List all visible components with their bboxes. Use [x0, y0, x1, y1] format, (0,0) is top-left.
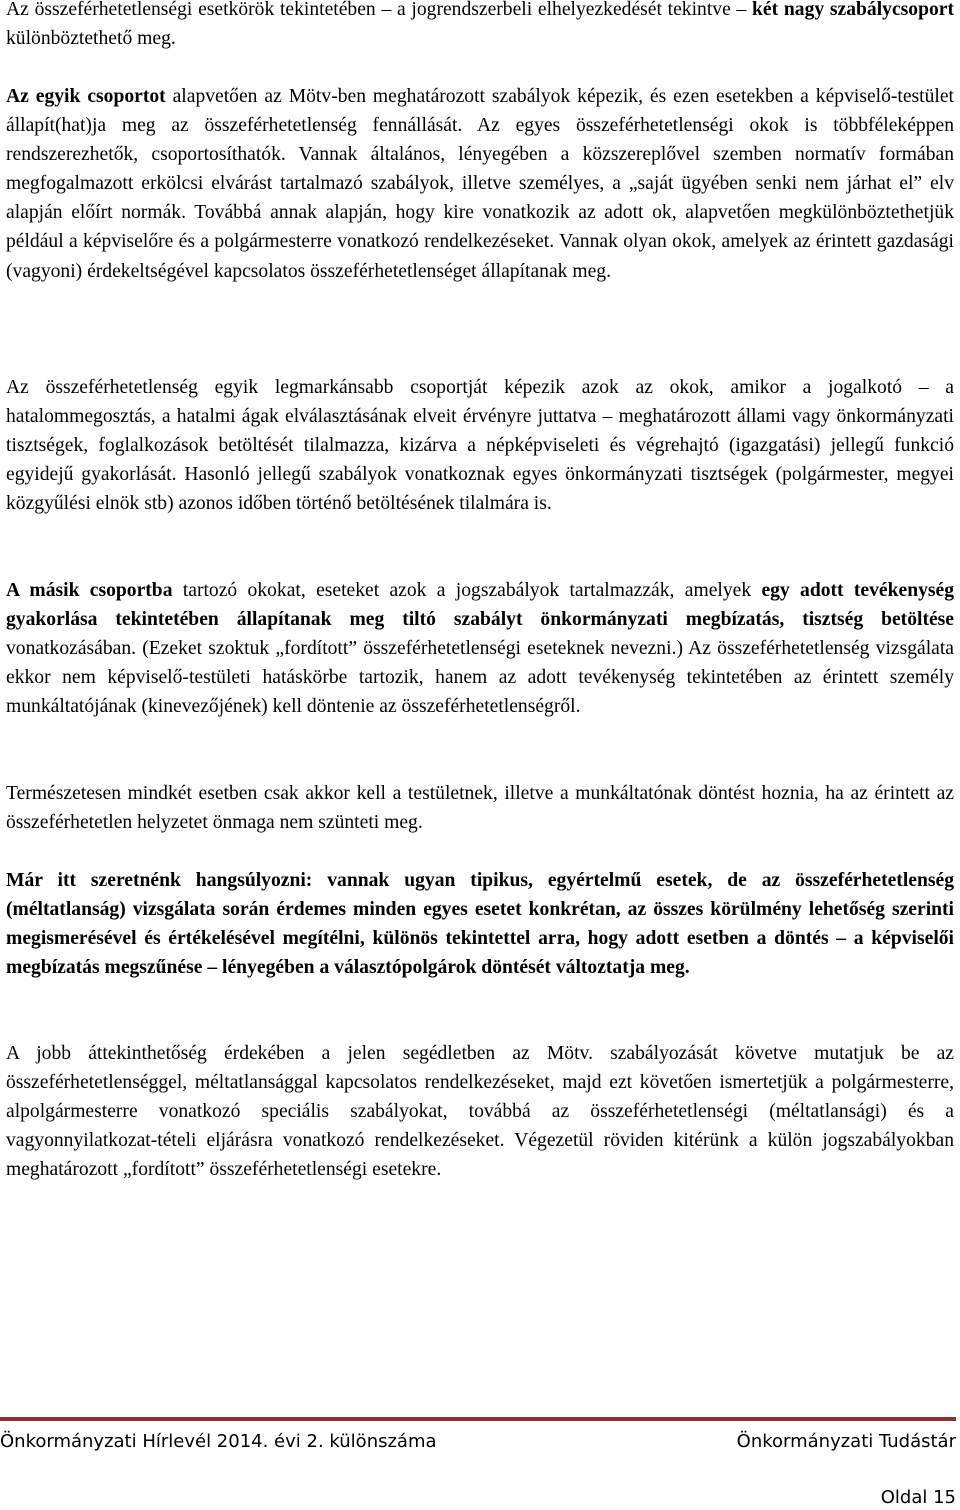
- text-run: különböztethető meg.: [6, 28, 176, 50]
- text-run: Az összeférhetetlenségi esetkörök tekintetében – a jogrendszerbeli elhelyezkedését tekintve –: [6, 0, 753, 20]
- bold-text-run: Már itt szeretnénk hangsúlyozni: vannak ugyan tipikus, egyértelmű esetek, de az összeférhetetlenség (méltatlanság) vizsgálata során érdemes minden egyes esetet konkrétan, az összes körülmény lehetőség szerinti megismerésével és értékelésével megítélni, különös tekintettel arra, hogy adott esetben a döntés – a képviselői megbízatás megszűnése – lényegében a választópolgárok döntését változtatja meg.: [6, 870, 954, 979]
- page-number: Oldal 15: [880, 1487, 956, 1508]
- text-run: vonatkozásában. (Ezeket szoktuk „fordított” összeférhetetlenségi eseteknek nevezni.) Az összeférhetetlenség vizsgálata ekkor nem képviselő-testületi hatáskörbe tartozik, hanem az adott tevékenység tekintetében az érintett személy munkáltatójának (kinevezőjének) kell döntenie az összeférhetetlenségről.: [6, 638, 954, 718]
- footer-divider: [0, 1417, 956, 1421]
- text-run: Az összeférhetetlenség egyik legmarkánsabb csoportját képezik azok az okok, amikor a jogalkotó – a hatalommegosztás, a hatalmi ágak elválasztásának elveit érvényre juttatva – meghatározott állami vagy önkormányzati tisztségek, foglalkozások betöltését tilalmazza, kizárva a népképviseleti és végrehajtó (igazgatási) jellegű funkció egyidejű gyakorlását. Hasonló jellegű szabályok vonatkoznak egyes önkormányzati tisztségek (polgármester, megyei közgyűlési elnök stb) azonos időben történő betöltésének tilalmára is.: [6, 377, 954, 515]
- paragraph-decision-condition: [6, 779, 954, 837]
- bold-text-run: két nagy szabálycsoport: [752, 0, 954, 20]
- text-run: A jobb áttekinthetőség érdekében a jelen segédletben az Mötv. szabályozását követve mutatjuk be az összeférhetetlenséggel, méltatlansággal kapcsolatos rendelkezéseket, majd ezt követően ismertetjük a polgármesterre, alpolgármesterre vonatkozó speciális szabályokat, továbbá az összeférhetetlenségi (méltatlansági) és a vagyonnyilatkozat-tételi eljárásra vonatkozó rendelkezéseket. Végezetül röviden kitérünk a külön jogszabályokban meghatározott „fordított” összeférhetetlenségi esetekre.: [6, 1043, 954, 1181]
- paragraph-second-group: [6, 576, 954, 721]
- footer-publication-title: Önkormányzati Hírlevél 2014. évi 2. különszáma: [0, 1431, 437, 1452]
- bold-text-run: egy adott tevékenység gyakorlása tekintetében állapítanak meg tiltó szabályt önkormányzati megbízatás, tisztség betöltése: [6, 580, 955, 631]
- paragraph-incompatibility-offices: [6, 373, 954, 518]
- text-run: Természetesen mindkét esetben csak akkor kell a testületnek, illetve a munkáltatónak döntést hoznia, ha az érintett az összeférhetetlen helyzetet önmaga nem szünteti meg.: [6, 783, 954, 834]
- bold-text-run: A másik csoportba: [6, 580, 173, 601]
- paragraph-first-group: [6, 82, 954, 286]
- paragraph-emphasis: [6, 866, 954, 982]
- paragraph-intro: [6, 0, 954, 53]
- footer-section-title: Önkormányzati Tudástár: [736, 1431, 956, 1452]
- paragraph-overview: [6, 1039, 954, 1184]
- text-run: tartozó okokat, eseteket azok a jogszabályok tartalmazzák, amelyek: [172, 580, 762, 601]
- text-run: alapvetően az Mötv-ben meghatározott szabályok képezik, és ezen esetekben a képviselő-testület állapít(hat)ja meg az összeférhetetlenség fennállását. Az egyes összeférhetetlenségi okok is többféleképpen rendszerezhetők, csoportosíthatók. Vannak általános, lényegében a közszereplővel szemben normatív formában megfogalmazott erkölcsi elvárást tartalmazó szabályok, illetve személyes, a „saját ügyében senki nem járhat el” elv alapján előírt normák. Továbbá annak alapján, hogy kire vonatkozik az adott ok, alapvetően megkülönböztethetjük például a képviselőre és a polgármesterre vonatkozó rendelkezéseket. Vannak olyan okok, amelyek az érintett gazdasági (vagyoni) érdekeltségével kapcsolatos összeférhetetlenséget állapítanak meg.: [6, 86, 954, 282]
- bold-text-run: Az egyik csoportot: [6, 86, 166, 107]
